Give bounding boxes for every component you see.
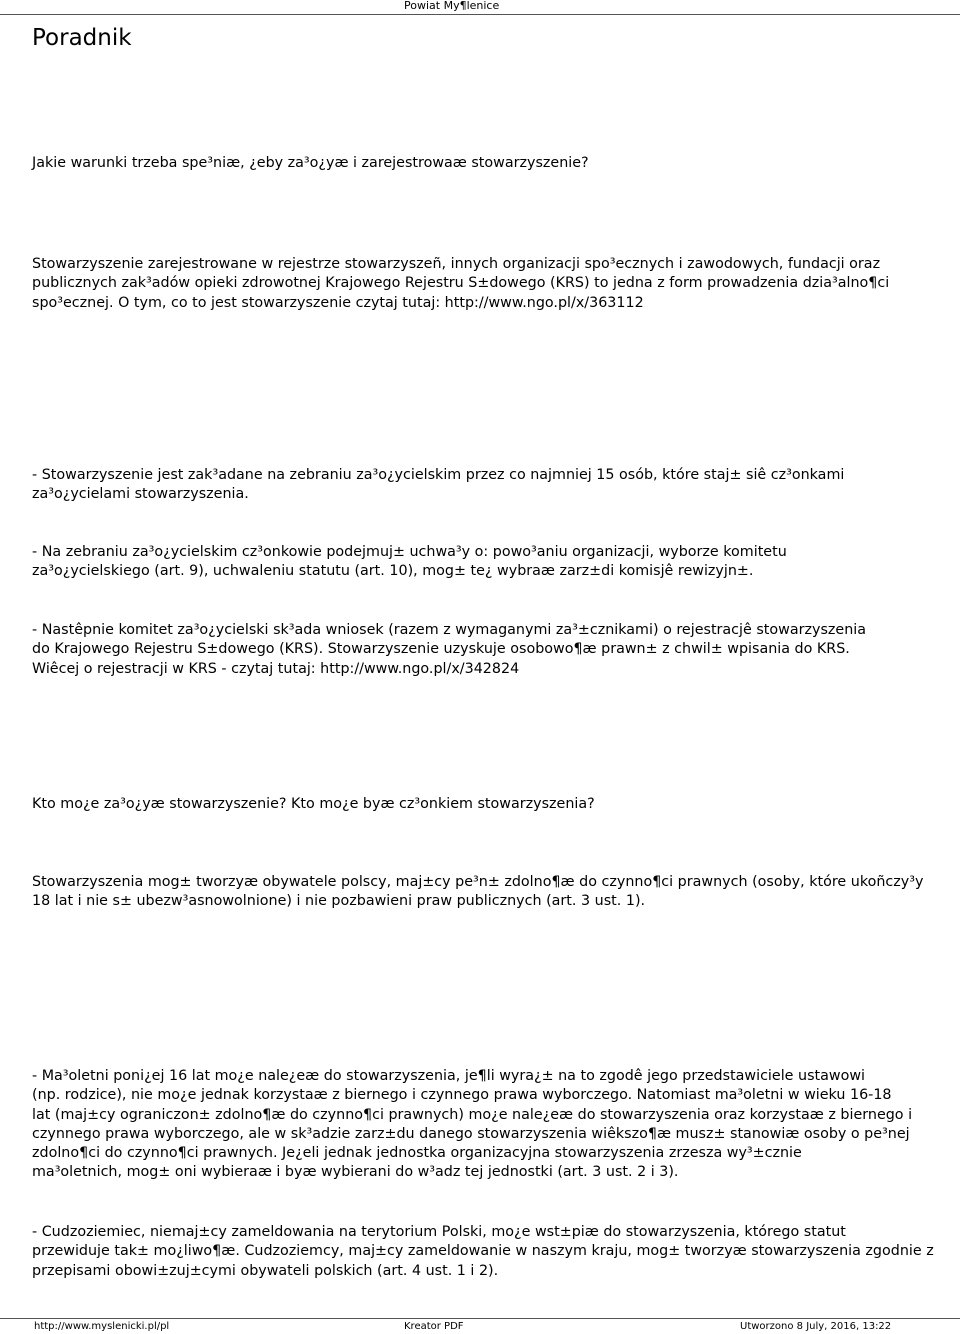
paragraph-resolutions: - Na zebraniu za³o¿ycielskim cz³onkowie podejmuj± uchwa³y o: powo³aniu organizacji, wyborze komitetu za³o¿ycielskiego (art. 9), uchwaleniu statutu (art. 10), mog± te¿ wybraæ zarz±di komisjê rewizyjn±. xyxy=(32,544,787,580)
page-title: Poradnik xyxy=(32,25,132,51)
site-name: Powiat My¶lenice xyxy=(404,0,500,12)
header-divider xyxy=(0,14,960,15)
paragraph-who-can-found: Stowarzyszenia mog± tworzyæ obywatele polscy, maj±cy pe³n± zdolno¶æ do czynno¶ci prawnych (osoby, które ukoñczy³y 18 lat i nie s± ubezw³asnowolnione) i nie pozbawieni praw publicznych (art. 3 ust. 1). xyxy=(32,874,924,910)
paragraph-foreigners: - Cudzoziemiec, niemaj±cy zameldowania na terytorium Polski, mo¿e wst±piæ do stowarzyszenia, którego statut przewiduje tak± mo¿liwo¶æ. Cudzoziemcy, maj±cy zameldowanie w naszym kraju, mog± tworzyæ stowarzyszenia zgodnie z przepisami obowi±zuj±cymi obywateli polskich (art. 4 ust. 1 i 2). xyxy=(32,1224,934,1279)
paragraph-intro: Stowarzyszenie zarejestrowane w rejestrze stowarzyszeñ, innych organizacji spo³ecznych i zawodowych, fundacji oraz publicznych zak³adów opieki zdrowotnej Krajowego Rejestru S±dowego (KRS) to jedna z form prowadzenia dzia³alno¶ci spo³ecznej. O tym, co to jest stowarzyszenie czytaj tutaj: http://www.ngo.pl/x/363112 xyxy=(32,256,890,311)
question-heading-2: Kto mo¿e za³o¿yæ stowarzyszenie? Kto mo¿e byæ cz³onkiem stowarzyszenia? xyxy=(32,796,595,812)
footer-url-link[interactable]: http://www.myslenicki.pl/pl xyxy=(34,1321,170,1332)
paragraph-minors: - Ma³oletni poni¿ej 16 lat mo¿e nale¿eæ do stowarzyszenia, je¶li wyra¿± na to zgodê jego przedstawiciele ustawowi (np. rodzice), nie mo¿e jednak korzystaæ z biernego i czynnego prawa wyborczego. Natomiast ma³oletni w wieku 16-18 lat (maj±cy ograniczon± zdolno¶æ do czynno¶ci prawnych) mo¿e nale¿eæ do stowarzyszenia oraz korzystaæ z biernego i czynnego prawa wyborczego, ale w sk³adzie zarz±du danego stowarzyszenia wiêkszo¶æ musz± stanowiæ osoby o pe³nej zdolno¶ci do czynno¶ci prawnych. Je¿eli jednak jednostka organizacyjna stowarzyszenia zrzesza wy³±cznie ma³oletnich, mog± oni wybieraæ i byæ wybierani do w³adz tej jednostki (art. 3 ust. 2 i 3). xyxy=(32,1068,913,1181)
question-heading-1: Jakie warunki trzeba spe³niæ, ¿eby za³o¿yæ i zarejestrowaæ stowarzyszenie? xyxy=(32,155,589,171)
footer-generator: Kreator PDF xyxy=(404,1321,464,1332)
page-header xyxy=(0,0,960,16)
paragraph-registration: - Nastêpnie komitet za³o¿ycielski sk³ada wniosek (razem z wymaganymi za³±cznikami) o rejestracjê stowarzyszenia do Krajowego Rejestru S±dowego (KRS). Stowarzyszenie uzyskuje osobowo¶æ prawn± z chwil± wpisania do KRS. Wiêcej o rejestracji w KRS - czytaj tutaj: http://www.ngo.pl/x/342824 xyxy=(32,622,867,677)
footer-created-date: Utworzono 8 July, 2016, 13:22 xyxy=(740,1321,892,1332)
page-footer xyxy=(0,1318,960,1334)
paragraph-founding-meeting: - Stowarzyszenie jest zak³adane na zebraniu za³o¿ycielskim przez co najmniej 15 osób, które staj± siê cz³onkami za³o¿ycielami stowarzyszenia. xyxy=(32,467,845,503)
footer-divider xyxy=(0,1318,960,1319)
